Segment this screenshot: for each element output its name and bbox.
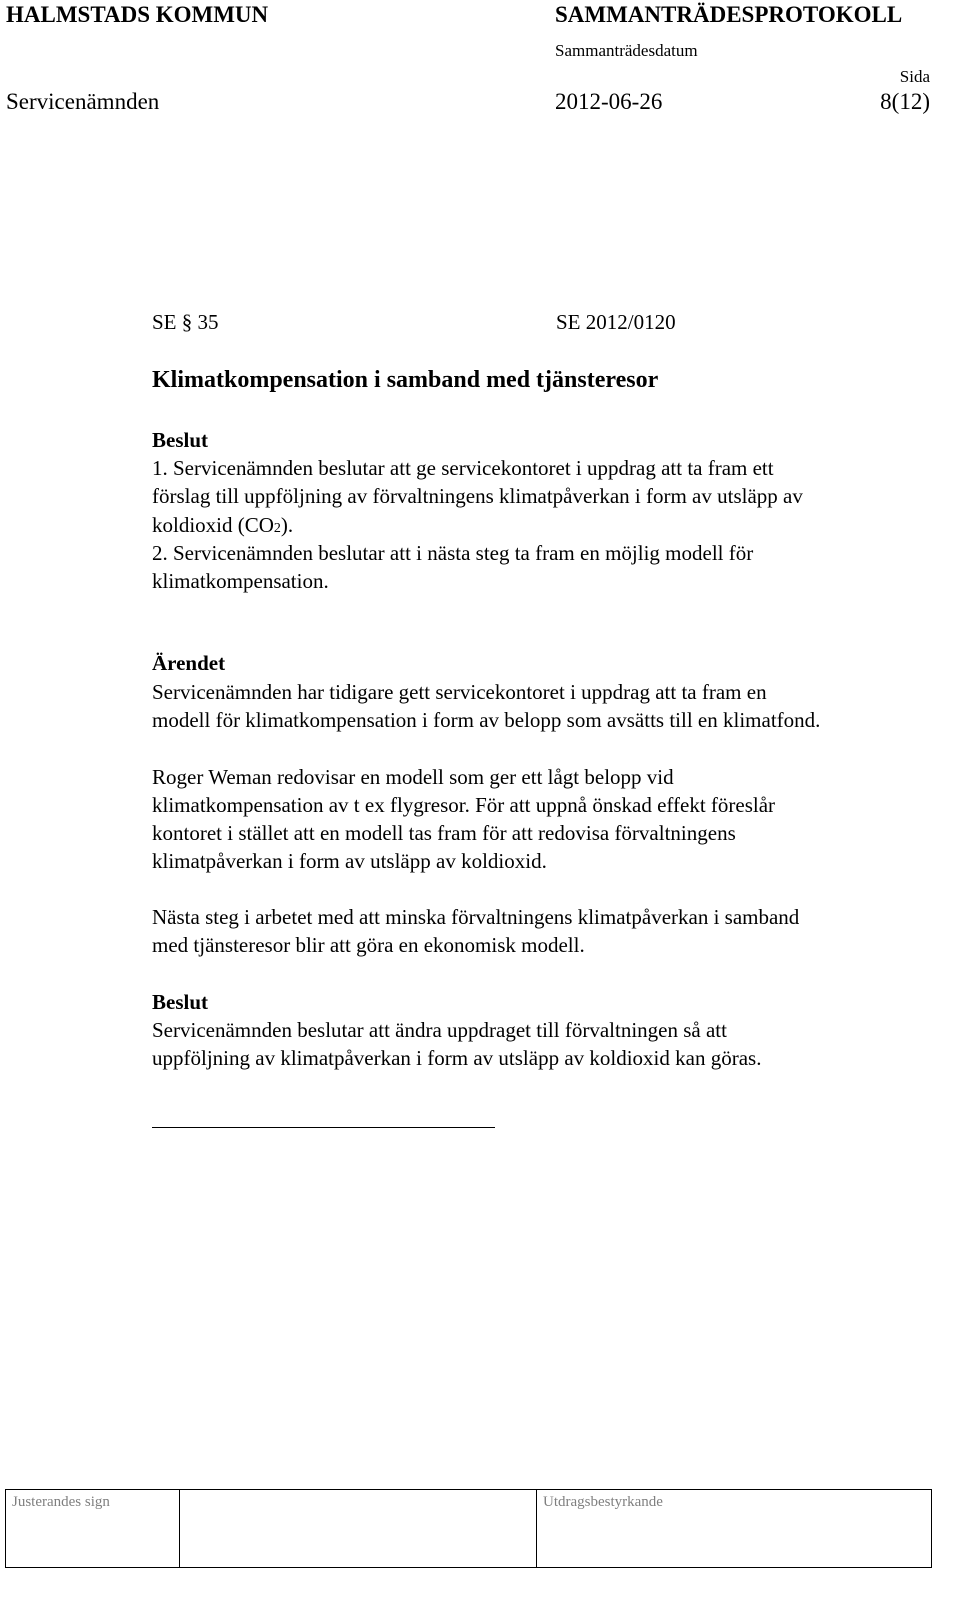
matter-line: med tjänsteresor blir att göra en ekonomisk modell. [152,933,585,957]
page-label: Sida [899,67,930,86]
matter-heading: Ärendet [152,651,226,675]
page-number: 8(12) [880,89,930,114]
adjuster-sign-cell [6,1490,180,1567]
meeting-date: 2012-06-26 [555,89,663,114]
decision-heading: Beslut [152,428,209,452]
matter-line: Servicenämnden har tidigare gett servicekontoret i uppdrag att ta fram en [152,680,767,704]
signature-blank-cell [180,1490,537,1567]
decision-line: 1. Servicenämnden beslutar att ge servicekontoret i uppdrag att ta fram ett [152,456,774,480]
extract-certification-cell [537,1490,931,1567]
matter-line: Nästa steg i arbetet med att minska förvaltningens klimatpåverkan i samband [152,905,800,929]
adjuster-sign-label: Justerandes sign [12,1494,110,1510]
extract-certification-label: Utdragsbestyrkande [543,1494,663,1510]
document-type: SAMMANTRÄDESPROTOKOLL [555,2,903,27]
decision-line: 2. Servicenämnden beslutar att i nästa steg ta fram en möjlig modell för [152,541,754,565]
decision-line: förslag till uppföljning av förvaltningens klimatpåverkan i form av utsläpp av [152,484,803,508]
matter-line: klimatpåverkan i form av utsläpp av koldioxid. [152,849,547,873]
committee-name: Servicenämnden [6,89,160,114]
matter-line: kontoret i stället att en modell tas fram för att redovisa förvaltningens [152,821,736,845]
matter-line: Roger Weman redovisar en modell som ger ett lågt belopp vid [152,765,674,789]
final-decision-heading: Beslut [152,990,209,1014]
organization-name: HALMSTADS KOMMUN [6,2,269,27]
decision-line: klimatkompensation. [152,569,329,593]
diary-number: SE 2012/0120 [556,310,676,334]
final-decision-line: uppföljning av klimatpåverkan i form av utsläpp av koldioxid kan göras. [152,1046,762,1070]
matter-line: klimatkompensation av t ex flygresor. För att uppnå önskad effekt föreslår [152,793,776,817]
co2-prefix: koldioxid (CO [152,513,274,537]
meeting-date-label: Sammanträdesdatum [555,41,698,60]
signature-table [5,1489,932,1568]
section-number: SE § 35 [152,310,219,334]
final-decision-line: Servicenämnden beslutar att ändra uppdraget till förvaltningen så att [152,1018,727,1042]
matter-line: modell för klimatkompensation i form av belopp som avsätts till en klimatfond. [152,708,821,732]
section-divider [152,1127,495,1128]
co2-suffix: ). [280,513,294,537]
case-title: Klimatkompensation i samband med tjänsteresor [152,367,659,393]
co2-subscript: 2 [273,521,281,536]
